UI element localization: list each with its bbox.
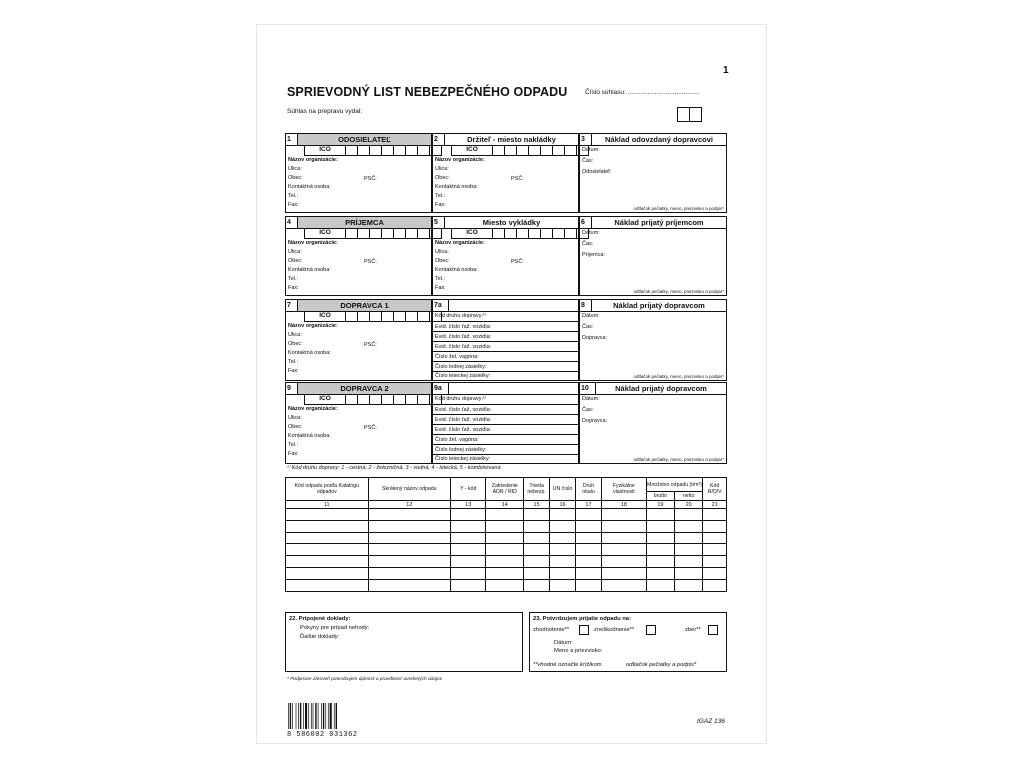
header-brutto: brutto	[646, 492, 674, 501]
form-title: SPRIEVODNÝ LIST NEBEZPEČNÉHO ODPADU	[287, 85, 568, 99]
wagon-number-field[interactable]: Číslo žel. vagóna:	[433, 351, 578, 361]
section-title: Náklad prijatý dopravcom	[615, 384, 707, 393]
city-label: Obec:	[435, 175, 450, 181]
section-3-handed-to-carrier	[579, 133, 727, 213]
section-title	[449, 383, 578, 394]
contact-label: Kontaktná osoba:	[288, 267, 331, 273]
table-cell[interactable]	[703, 520, 727, 532]
time-label: Čas:	[582, 407, 594, 413]
table-cell[interactable]	[703, 532, 727, 544]
table-cell[interactable]	[451, 520, 486, 532]
fax-label: Fax:	[288, 451, 299, 457]
table-cell[interactable]	[486, 579, 524, 591]
section-22-attached-documents	[285, 612, 523, 672]
city-label: Obec:	[288, 258, 303, 264]
phone-label: Tel.:	[435, 193, 446, 199]
table-cell[interactable]	[675, 532, 703, 544]
section-number: 9	[286, 383, 298, 394]
stamp-signature-label: odtlačok pečiatky, meno, priezvisko a podpis*	[633, 289, 724, 294]
time-label: Čas:	[582, 241, 594, 247]
ico-label: IČO	[451, 228, 493, 238]
table-cell[interactable]	[451, 532, 486, 544]
org-name-label: Názov organizácie:	[435, 240, 485, 246]
table-cell[interactable]	[286, 509, 369, 521]
table-cell[interactable]	[368, 567, 451, 579]
zip-label: PSČ:	[511, 176, 524, 182]
disposal-checkbox[interactable]	[646, 625, 656, 635]
ico-field[interactable]	[304, 228, 442, 239]
org-name-label: Názov organizácie:	[288, 157, 338, 163]
table-cell[interactable]	[576, 532, 602, 544]
table-cell[interactable]	[601, 532, 646, 544]
table-cell[interactable]	[675, 509, 703, 521]
table-cell[interactable]	[524, 532, 550, 544]
table-cell[interactable]	[550, 509, 576, 521]
table-row[interactable]	[286, 556, 727, 568]
table-cell[interactable]	[576, 520, 602, 532]
zip-label: PSČ:	[364, 425, 377, 431]
city-label: Obec:	[435, 258, 450, 264]
table-cell[interactable]	[601, 509, 646, 521]
zip-label: PSČ:	[511, 259, 524, 265]
org-name-label: Názov organizácie:	[288, 406, 338, 412]
ico-field[interactable]	[304, 394, 442, 405]
carrier-label: Dopravca:	[582, 418, 608, 424]
header-waste-code: Kód odpadu podľa Katalógu odpadov	[286, 478, 369, 501]
phone-label: Tel.:	[288, 193, 299, 199]
column-number: 11	[286, 501, 369, 509]
table-cell[interactable]	[451, 556, 486, 568]
section-7a-transport	[432, 299, 579, 381]
section-title: DOPRAVCA 2	[298, 383, 431, 394]
section-title: Náklad prijatý príjemcom	[614, 218, 704, 227]
table-cell[interactable]	[286, 532, 369, 544]
section-number: 2	[433, 134, 445, 145]
table-cell[interactable]	[703, 509, 727, 521]
table-cell[interactable]	[451, 579, 486, 591]
table-cell[interactable]	[576, 544, 602, 556]
approval-issued-by-label: Súhlas na prepravu vydal:	[287, 108, 363, 115]
ico-label: IČO	[304, 311, 346, 321]
table-cell[interactable]	[286, 567, 369, 579]
stamp-signature-label: odtlačok pečiatky, meno, priezvisko a podpis*	[633, 374, 724, 379]
table-cell[interactable]	[646, 556, 674, 568]
column-number: 20	[675, 501, 703, 509]
table-cell[interactable]	[486, 532, 524, 544]
approval-number-field[interactable]: Číslo súhlasu: ........................................	[585, 89, 700, 96]
vehicle-number-field[interactable]: Evid. číslo ťaž. vozidla:	[433, 414, 578, 424]
emergency-instructions-label: Pokyny pre prípad nehody:	[300, 625, 370, 631]
phone-label: Tel.:	[435, 276, 446, 282]
table-cell[interactable]	[646, 579, 674, 591]
column-number: 14	[486, 501, 524, 509]
date-label: Dátum:	[582, 313, 600, 319]
section-number: 5	[433, 217, 445, 228]
header-netto: netto	[675, 492, 703, 501]
table-cell[interactable]	[576, 579, 602, 591]
table-cell[interactable]	[703, 567, 727, 579]
header-quantity: Množstvo odpadu (t/m³)	[646, 478, 703, 492]
column-number: 19	[646, 501, 674, 509]
table-cell[interactable]	[286, 520, 369, 532]
table-cell[interactable]	[601, 520, 646, 532]
check-box[interactable]	[677, 107, 690, 122]
table-cell[interactable]	[368, 509, 451, 521]
table-cell[interactable]	[286, 544, 369, 556]
section-number: 3	[580, 134, 592, 145]
form-sheet	[257, 25, 766, 743]
form-code: IGAZ 136	[697, 718, 725, 725]
zip-label: PSČ:	[364, 176, 377, 182]
signature-footnote: * Podpisom zároveň potvrdzujem úplnosť a pravdivosť uvedených údajov	[287, 677, 443, 682]
header-hazard-class: Trieda nebezp.	[524, 478, 550, 501]
recipient-label: Prijemca:	[582, 252, 605, 258]
table-cell[interactable]	[486, 567, 524, 579]
table-cell[interactable]	[550, 544, 576, 556]
table-cell[interactable]	[601, 579, 646, 591]
section-number: 6	[580, 217, 592, 228]
page-number: 1	[723, 65, 729, 76]
column-number: 17	[576, 501, 602, 509]
table-cell[interactable]	[486, 544, 524, 556]
header-rdv-code: Kód R/D/V	[703, 478, 727, 501]
ship-shipment-field[interactable]: Číslo lodnej zásielky:	[433, 361, 578, 371]
ico-label: IČO	[451, 145, 493, 155]
table-cell[interactable]	[550, 556, 576, 568]
table-cell[interactable]	[550, 579, 576, 591]
street-label: Ulica:	[288, 166, 302, 172]
section-22-title: 22. Pripojené doklady:	[289, 616, 351, 622]
table-cell[interactable]	[703, 556, 727, 568]
section-1-sender	[285, 133, 432, 213]
table-cell[interactable]	[646, 567, 674, 579]
section-23-waste-acceptance	[529, 612, 727, 672]
column-number: 21	[703, 501, 727, 509]
date-label: Dátum:	[582, 147, 600, 153]
ico-field[interactable]	[304, 145, 442, 156]
table-row[interactable]	[286, 520, 727, 532]
street-label: Ulica:	[435, 249, 449, 255]
zip-label: PSČ:	[364, 259, 377, 265]
table-cell[interactable]	[451, 544, 486, 556]
table-cell[interactable]	[550, 520, 576, 532]
wagon-number-field[interactable]: Číslo žel. vagóna:	[433, 434, 578, 444]
table-cell[interactable]	[368, 579, 451, 591]
vehicle-number-field[interactable]: Evid. číslo ťaž. vozidla:	[433, 331, 578, 341]
table-cell[interactable]	[550, 532, 576, 544]
table-row[interactable]	[286, 567, 727, 579]
street-label: Ulica:	[288, 332, 302, 338]
carrier-label: Dopravca:	[582, 335, 608, 341]
section-title: ODOSIELATEĽ	[298, 134, 431, 145]
table-cell[interactable]	[646, 509, 674, 521]
section-title: Náklad prijatý dopravcom	[613, 301, 705, 310]
table-cell[interactable]	[524, 544, 550, 556]
table-cell[interactable]	[601, 567, 646, 579]
table-cell[interactable]	[368, 520, 451, 532]
date-label: Dátum:	[582, 230, 600, 236]
vehicle-number-field[interactable]: Evid. číslo ťaž. vozidla:	[433, 341, 578, 351]
section-number: 7a	[433, 300, 449, 311]
zip-label: PSČ:	[364, 342, 377, 348]
stamp-signature-label: odtlačok pečiatky a podpis*	[626, 662, 697, 668]
table-cell[interactable]	[675, 520, 703, 532]
table-cell[interactable]	[646, 544, 674, 556]
table-cell[interactable]	[524, 509, 550, 521]
date-label: Dátum:	[554, 640, 573, 646]
section-number: 9a	[433, 383, 449, 394]
table-cell[interactable]	[601, 544, 646, 556]
fax-label: Fax:	[288, 202, 299, 208]
table-cell[interactable]	[486, 509, 524, 521]
header-un-number: UN číslo	[550, 478, 576, 501]
air-shipment-field[interactable]: Číslo leteckej zásielky:	[433, 371, 578, 380]
table-cell[interactable]	[451, 567, 486, 579]
contact-label: Kontaktná osoba:	[288, 433, 331, 439]
table-cell[interactable]	[368, 544, 451, 556]
table-cell[interactable]	[368, 532, 451, 544]
ico-field[interactable]	[451, 145, 589, 156]
table-row[interactable]	[286, 532, 727, 544]
section-title: Náklad odovzdaný dopravcovi	[605, 135, 713, 144]
ico-field[interactable]	[451, 228, 589, 239]
table-cell[interactable]	[703, 579, 727, 591]
column-number: 12	[368, 501, 451, 509]
city-label: Obec:	[288, 175, 303, 181]
vehicle-number-field[interactable]: Evid. číslo ťaž. vozidla:	[433, 424, 578, 434]
section-title: Miesto vykládky	[482, 218, 541, 227]
street-label: Ulica:	[288, 249, 302, 255]
fax-label: Fax:	[435, 285, 446, 291]
time-label: Čas:	[582, 324, 594, 330]
table-cell[interactable]	[524, 579, 550, 591]
table-cell[interactable]	[286, 556, 369, 568]
header-adr-rid: Zatriedenie ADR / RID	[486, 478, 524, 501]
table-cell[interactable]	[675, 544, 703, 556]
table-cell[interactable]	[524, 520, 550, 532]
disposal-label: zneškodnenie**	[594, 627, 635, 633]
barcode-number: 8 586002 031362	[287, 731, 358, 739]
table-cell[interactable]	[451, 509, 486, 521]
table-cell[interactable]	[576, 567, 602, 579]
stamp-signature-label: odtlačok pečiatky, meno, priezvisko a podpis*	[633, 457, 724, 462]
table-cell[interactable]	[601, 556, 646, 568]
street-label: Ulica:	[288, 415, 302, 421]
phone-label: Tel.:	[288, 359, 299, 365]
section-5-unloading	[432, 216, 579, 296]
name-label: Meno a priezvisko:	[554, 648, 603, 654]
section-23-title: 23. Potvrdzujem prijatie odpadu na:	[533, 616, 631, 622]
table-cell[interactable]	[675, 556, 703, 568]
waste-table	[285, 477, 727, 592]
table-cell[interactable]	[675, 579, 703, 591]
contact-label: Kontaktná osoba:	[435, 184, 478, 190]
org-name-label: Názov organizácie:	[288, 323, 338, 329]
recovery-label: zhodnotenie**	[533, 627, 570, 633]
check-box[interactable]	[690, 107, 702, 122]
phone-label: Tel.:	[288, 276, 299, 282]
ico-label: IČO	[304, 228, 346, 238]
table-cell[interactable]	[368, 556, 451, 568]
table-cell[interactable]	[576, 556, 602, 568]
column-number: 15	[524, 501, 550, 509]
column-number: 18	[601, 501, 646, 509]
fax-label: Fax:	[288, 285, 299, 291]
table-cell[interactable]	[286, 579, 369, 591]
column-number: 16	[550, 501, 576, 509]
table-cell[interactable]	[675, 567, 703, 579]
check-digit-boxes[interactable]	[677, 107, 702, 122]
other-documents-label: Ďalšie doklady:	[300, 634, 340, 640]
sender-label: Odosielateľ:	[582, 169, 612, 175]
section-2-holder	[432, 133, 579, 213]
table-cell[interactable]	[576, 509, 602, 521]
section-number: 4	[286, 217, 298, 228]
ico-label: IČO	[304, 394, 346, 404]
section-4-recipient	[285, 216, 432, 296]
collection-checkbox[interactable]	[708, 625, 718, 635]
contact-label: Kontaktná osoba:	[288, 184, 331, 190]
column-number: 13	[451, 501, 486, 509]
ico-field[interactable]	[304, 311, 442, 322]
vehicle-number-field[interactable]: Evid. číslo ťaž. vozidla:	[433, 321, 578, 331]
transport-type-field[interactable]: Kód druhu dopravy:¹⁾	[435, 313, 487, 319]
air-shipment-field[interactable]: Číslo leteckej zásielky:	[433, 454, 578, 463]
section-number: 1	[286, 134, 298, 145]
org-name-label: Názov organizácie:	[435, 157, 485, 163]
phone-label: Tel.:	[288, 442, 299, 448]
org-name-label: Názov organizácie:	[288, 240, 338, 246]
table-cell[interactable]	[486, 556, 524, 568]
ico-label: IČO	[304, 145, 346, 155]
header-y-code: Y - kód	[451, 478, 486, 501]
date-label: Dátum:	[582, 396, 600, 402]
stamp-signature-label: odtlačok pečiatky, meno, priezvisko a podpis*	[633, 206, 724, 211]
table-cell[interactable]	[646, 520, 674, 532]
section-9-carrier-2	[285, 382, 432, 464]
section-number: 10	[580, 383, 596, 394]
header-physical-properties: Fyzikálne vlastnosti	[601, 478, 646, 501]
transport-type-field[interactable]: Kód druhu dopravy:¹⁾	[435, 396, 487, 402]
table-row[interactable]	[286, 509, 727, 521]
contact-label: Kontaktná osoba:	[435, 267, 478, 273]
section-8-received-by-carrier	[579, 299, 727, 381]
table-cell[interactable]	[524, 567, 550, 579]
transport-code-footnote: ¹⁾ Kód druhu dopravy: 1 - cestná, 2 - železničná, 3 - vodná, 4 - letecká, 5 - kombinovaná	[287, 465, 501, 471]
table-cell[interactable]	[646, 532, 674, 544]
time-label: Čas:	[582, 158, 594, 164]
section-7-carrier-1	[285, 299, 432, 381]
table-cell[interactable]	[550, 567, 576, 579]
city-label: Obec:	[288, 424, 303, 430]
section-title: PRÍJEMCA	[298, 217, 431, 228]
city-label: Obec:	[288, 341, 303, 347]
fax-label: Fax:	[435, 202, 446, 208]
table-cell[interactable]	[703, 544, 727, 556]
ship-shipment-field[interactable]: Číslo lodnej zásielky:	[433, 444, 578, 454]
table-cell[interactable]	[486, 520, 524, 532]
barcode-image	[287, 703, 359, 731]
contact-label: Kontaktná osoba:	[288, 350, 331, 356]
table-row[interactable]	[286, 544, 727, 556]
section-number: 8	[580, 300, 592, 311]
header-waste-name: Skrátený názov odpadu	[368, 478, 451, 501]
street-label: Ulica:	[435, 166, 449, 172]
section-9a-transport	[432, 382, 579, 464]
collection-label: zber**	[685, 627, 701, 633]
checkbox-note: **vhodné označte krížikom	[533, 662, 602, 668]
section-title: DOPRAVCA 1	[298, 300, 431, 311]
vehicle-number-field[interactable]: Evid. číslo ťaž. vozidla:	[433, 404, 578, 414]
header-packaging: Druh obalu	[576, 478, 602, 501]
waste-table-body[interactable]	[286, 509, 727, 592]
table-cell[interactable]	[524, 556, 550, 568]
section-title	[449, 300, 578, 311]
fax-label: Fax:	[288, 368, 299, 374]
section-number: 7	[286, 300, 298, 311]
table-row[interactable]	[286, 579, 727, 591]
recovery-checkbox[interactable]	[579, 625, 589, 635]
section-10-received-by-carrier	[579, 382, 727, 464]
section-6-received-by-recipient	[579, 216, 727, 296]
section-title: Držiteľ - miesto nakládky	[467, 135, 556, 144]
